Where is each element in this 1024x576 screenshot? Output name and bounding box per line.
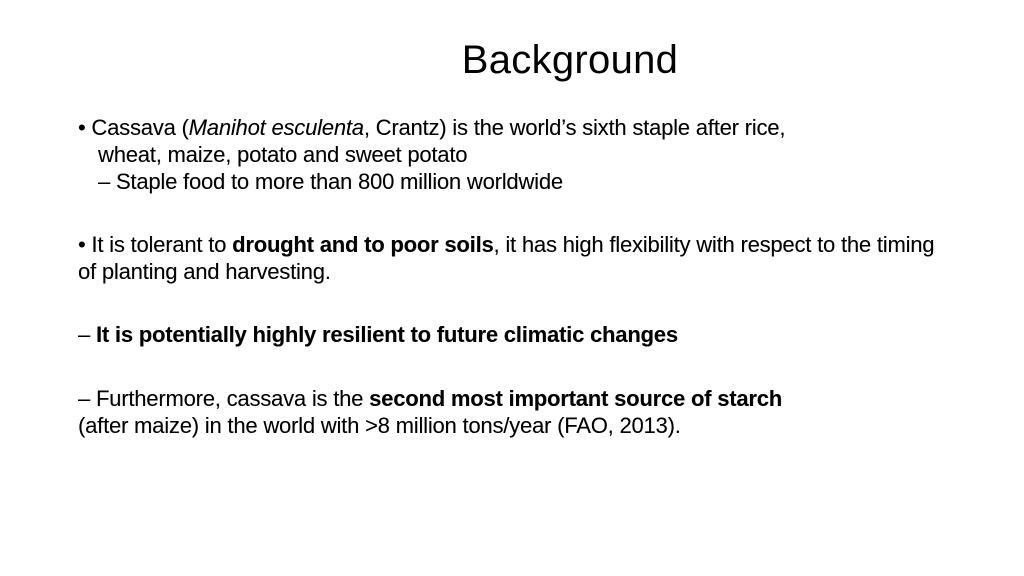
text-segment: , Crantz) is the world’s sixth staple after rice, — [363, 115, 786, 140]
species-name: Manihot esculenta — [188, 115, 364, 140]
text-segment: • It is tolerant to — [78, 232, 233, 257]
sub-bullet-staple-food: – Staple food to more than 800 million worldwide — [98, 169, 563, 194]
text-segment: Cassava ( — [85, 115, 189, 140]
bold-phrase: It is potentially highly resilient to future climatic changes — [95, 322, 678, 347]
bullet-marker: • — [78, 115, 86, 140]
bullet-line-1 — [78, 114, 958, 141]
bullet-line-2: wheat, maize, potato and sweet potato — [98, 142, 468, 167]
bullet-starch-source — [78, 385, 838, 439]
bold-phrase: second most important source of starch — [369, 386, 783, 411]
text-segment: – Furthermore, cassava is the — [78, 386, 370, 411]
bullet-tolerance — [78, 231, 958, 285]
dash-marker: – — [78, 322, 96, 347]
slide-title: Background — [461, 38, 679, 82]
text-segment: (after maize) in the world with >8 million tons/year (FAO, 2013). — [78, 413, 681, 438]
bold-phrase: drought and to poor soils — [232, 232, 494, 257]
text-segment: , it has high flexibility with respect to the timing of planting and harvesting. — [78, 232, 935, 284]
bullet-cassava-staple — [78, 114, 958, 195]
bullet-resilience — [78, 321, 958, 348]
